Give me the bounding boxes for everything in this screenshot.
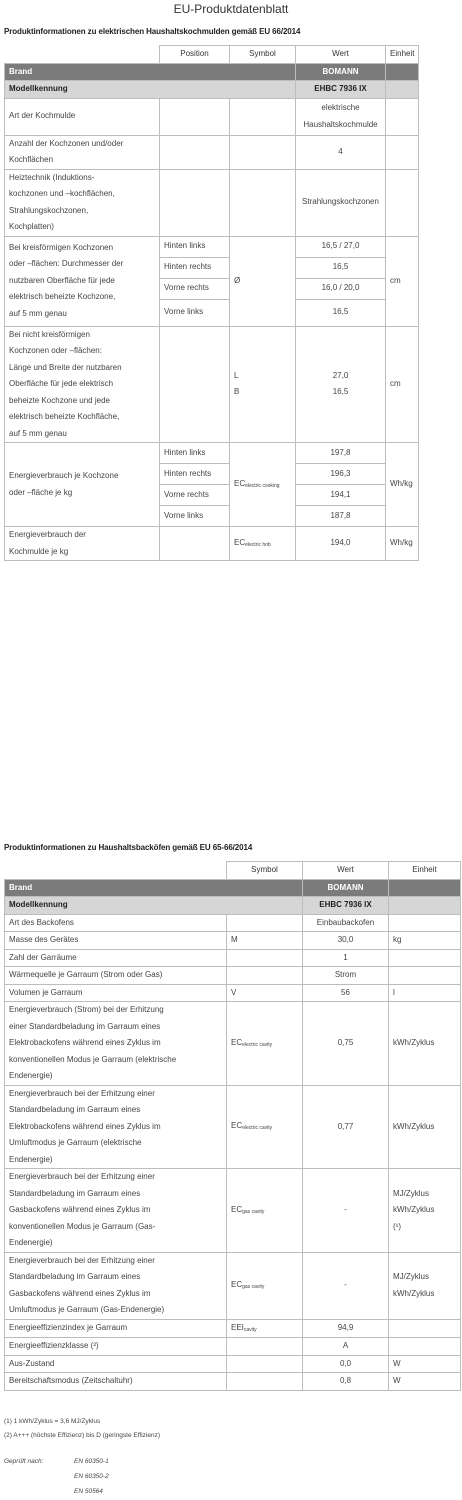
nonround-unit: cm bbox=[386, 326, 419, 443]
row-unit: kg bbox=[389, 932, 461, 950]
off-unit: W bbox=[389, 1355, 461, 1373]
ec3-symbol: $EC_{gas cavity}$ bbox=[227, 1169, 303, 1253]
round-position: Hinten links bbox=[160, 236, 230, 257]
eei-value: 94,9 bbox=[303, 1319, 389, 1338]
col-position: Position bbox=[160, 46, 230, 64]
heat-value: Strahlungskochzonen bbox=[296, 169, 386, 236]
oven-ec3-row bbox=[5, 1169, 461, 1253]
row-symbol bbox=[227, 914, 303, 932]
ec4-symbol: $EC_{gas cavity}$ bbox=[227, 1252, 303, 1319]
ec3-value: - bbox=[303, 1169, 389, 1253]
class-value: A bbox=[303, 1338, 389, 1356]
ec-value: 197,8 bbox=[296, 443, 386, 464]
standard-item: EN 50564 bbox=[74, 1488, 103, 1495]
hob-model-row bbox=[5, 81, 419, 99]
ec3-label: Energieverbrauch bei der Erhitzung einer Standardbeladung im Garraum eines Gasbackofens während eines Zyklus im konventionellen Modus je Garraum (Gas- Endenergie) bbox=[5, 1169, 227, 1253]
ec-label: Energieverbrauch je Kochzone oder –fläche je kg bbox=[5, 443, 160, 527]
row-value: 30,0 bbox=[303, 932, 389, 950]
off-label: Aus-Zustand bbox=[5, 1355, 227, 1373]
oven-model-row bbox=[5, 897, 461, 915]
ec-value: 196,3 bbox=[296, 464, 386, 485]
row-value: 56 bbox=[303, 984, 389, 1002]
row-symbol bbox=[227, 967, 303, 985]
table-row bbox=[5, 949, 461, 967]
heat-label: Heiztechnik (Induktions- kochzonen und –kochflächen, Strahlungskochzonen, Kochplatten) bbox=[5, 169, 160, 236]
round-value: 16,0 / 20,0 bbox=[296, 278, 386, 299]
round-value: 16,5 / 27,0 bbox=[296, 236, 386, 257]
oven-class-row bbox=[5, 1338, 461, 1356]
nonround-label: Bei nicht kreisförmigen Kochzonen oder –flächen: Länge und Breite der nutzbaren Oberfläche für jede elektrisch beheizte Kochzone und jede elektrisch beheizte Kochfläche, auf 5 mm genau bbox=[5, 326, 160, 443]
hob-nonround-row bbox=[5, 326, 419, 443]
ec-position: Hinten links bbox=[160, 443, 230, 464]
oven-header-row bbox=[5, 862, 461, 880]
type-value: elektrische Haushaltskochmulde bbox=[296, 98, 386, 135]
row-value: Einbaubackofen bbox=[303, 914, 389, 932]
ec1-label: Energieverbrauch (Strom) bei der Erhitzung einer Standardbeladung im Garraum eines Elektrobackofens während eines Zyklus im konventionellen Modus je Garraum (elektrische Endenergie) bbox=[5, 1002, 227, 1086]
table-row bbox=[5, 932, 461, 950]
zones-value: 4 bbox=[296, 135, 386, 169]
col-value: Wert bbox=[296, 46, 386, 64]
row-symbol bbox=[227, 949, 303, 967]
ec-position: Hinten rechts bbox=[160, 464, 230, 485]
oven-table bbox=[4, 861, 461, 1391]
row-label: Masse des Gerätes bbox=[5, 932, 227, 950]
model-label: Modellkennung bbox=[5, 81, 296, 99]
round-unit: cm bbox=[386, 236, 419, 326]
row-unit bbox=[389, 967, 461, 985]
row-unit: l bbox=[389, 984, 461, 1002]
row-symbol: M bbox=[227, 932, 303, 950]
standby-value: 0,8 bbox=[303, 1373, 389, 1391]
ec-position: Vorne links bbox=[160, 506, 230, 527]
tested-standards bbox=[4, 1455, 304, 1499]
footnote-1: (1) 1 kWh/Zyklus = 3,6 MJ/Zyklus bbox=[4, 1418, 101, 1425]
brand-label: Brand bbox=[5, 879, 303, 897]
nonround-value: 27,0 16,5 bbox=[296, 326, 386, 443]
brand-value: BOMANN bbox=[303, 879, 389, 897]
round-value: 16,5 bbox=[296, 299, 386, 326]
row-label: Art des Backofens bbox=[5, 914, 227, 932]
hob-brand-row bbox=[5, 63, 419, 81]
hob-table bbox=[4, 45, 419, 561]
hob-total-unit: Wh/kg bbox=[386, 527, 419, 561]
ec2-label: Energieverbrauch bei der Erhitzung einer Standardbeladung im Garraum eines Elektrobackofens während eines Zyklus im Umluftmodus je Garraum (elektrische Endenergie) bbox=[5, 1085, 227, 1169]
class-label: Energieeffizienzklasse (²) bbox=[5, 1338, 227, 1356]
col-unit: Einheit bbox=[386, 46, 419, 64]
ec2-symbol: $EC_{electric cavity}$ bbox=[227, 1085, 303, 1169]
standby-label: Bereitschaftsmodus (Zeitschaltuhr) bbox=[5, 1373, 227, 1391]
table-row bbox=[5, 967, 461, 985]
round-symbol: Ø bbox=[230, 236, 296, 326]
row-value: 1 bbox=[303, 949, 389, 967]
zones-label: Anzahl der Kochzonen und/oder Kochflächen bbox=[5, 135, 160, 169]
row-unit bbox=[389, 949, 461, 967]
oven-ec1-row bbox=[5, 1002, 461, 1086]
ec-position: Vorne rechts bbox=[160, 485, 230, 506]
round-position: Hinten rechts bbox=[160, 257, 230, 278]
ec-symbol: $EC_{electric cooking}$ bbox=[230, 443, 296, 527]
hob-type-row bbox=[5, 98, 419, 135]
tested-label: Geprüft nach: bbox=[4, 1458, 44, 1465]
type-label: Art der Kochmulde bbox=[5, 98, 160, 135]
ec2-unit: kWh/Zyklus bbox=[389, 1085, 461, 1169]
oven-section-heading: Produktinformationen zu Haushaltsbacköfen gemäß EU 65-66/2014 bbox=[4, 843, 253, 852]
table-row bbox=[5, 236, 419, 257]
brand-label: Brand bbox=[5, 63, 296, 81]
hob-total-symbol: $EC_{electric hob}$ bbox=[230, 527, 296, 561]
row-label: Zahl der Garräume bbox=[5, 949, 227, 967]
hob-zones-row bbox=[5, 135, 419, 169]
hob-total-row bbox=[5, 527, 419, 561]
ec4-unit: MJ/Zyklus kWh/Zyklus bbox=[389, 1252, 461, 1319]
table-row bbox=[5, 443, 419, 464]
ec1-value: 0,75 bbox=[303, 1002, 389, 1086]
footnote-2: (2) A+++ (höchste Effizienz) bis D (geringste Effizienz) bbox=[4, 1432, 161, 1439]
eei-symbol: $EEI_{cavity}$ bbox=[227, 1319, 303, 1338]
table-row bbox=[5, 984, 461, 1002]
row-value: Strom bbox=[303, 967, 389, 985]
ec1-unit: kWh/Zyklus bbox=[389, 1002, 461, 1086]
ec-value: 187,8 bbox=[296, 506, 386, 527]
model-value: EHBC 7936 IX bbox=[303, 897, 389, 915]
oven-ec4-row bbox=[5, 1252, 461, 1319]
col-value: Wert bbox=[303, 862, 389, 880]
standard-item: EN 60350-2 bbox=[74, 1473, 109, 1480]
row-symbol: V bbox=[227, 984, 303, 1002]
hob-total-label: Energieverbrauch der Kochmulde je kg bbox=[5, 527, 160, 561]
footnotes bbox=[4, 1417, 160, 1441]
row-label: Volumen je Garraum bbox=[5, 984, 227, 1002]
row-unit bbox=[389, 914, 461, 932]
oven-standby-row bbox=[5, 1373, 461, 1391]
hob-header-row bbox=[5, 46, 419, 64]
ec-unit: Wh/kg bbox=[386, 443, 419, 527]
ec1-symbol: $EC_{electric cavity}$ bbox=[227, 1002, 303, 1086]
hob-section-heading: Produktinformationen zu elektrischen Haushaltskochmulden gemäß EU 66/2014 bbox=[4, 27, 301, 36]
round-position: Vorne links bbox=[160, 299, 230, 326]
table-row bbox=[5, 914, 461, 932]
col-symbol: Symbol bbox=[227, 862, 303, 880]
round-position: Vorne rechts bbox=[160, 278, 230, 299]
col-unit: Einheit bbox=[389, 862, 461, 880]
ec2-value: 0,77 bbox=[303, 1085, 389, 1169]
oven-eei-row bbox=[5, 1319, 461, 1338]
oven-off-row bbox=[5, 1355, 461, 1373]
standard-item: EN 60350-1 bbox=[74, 1458, 109, 1465]
model-label: Modellkennung bbox=[5, 897, 303, 915]
brand-value: BOMANN bbox=[296, 63, 386, 81]
round-value: 16,5 bbox=[296, 257, 386, 278]
ec4-value: - bbox=[303, 1252, 389, 1319]
model-value: EHBC 7936 IX bbox=[296, 81, 386, 99]
nonround-symbol: L B bbox=[230, 326, 296, 443]
off-value: 0,0 bbox=[303, 1355, 389, 1373]
oven-ec2-row bbox=[5, 1085, 461, 1169]
oven-brand-row bbox=[5, 879, 461, 897]
hob-total-value: 194,0 bbox=[296, 527, 386, 561]
row-label: Wärmequelle je Garraum (Strom oder Gas) bbox=[5, 967, 227, 985]
round-label: Bei kreisförmigen Kochzonen oder –flächen: Durchmesser der nutzbaren Oberfläche für jede elektrisch beheizte Kochzone, auf 5 mm genau bbox=[5, 236, 160, 326]
standby-unit: W bbox=[389, 1373, 461, 1391]
page-title: EU-Produktdatenblatt bbox=[173, 2, 289, 16]
ec-value: 194,1 bbox=[296, 485, 386, 506]
ec4-label: Energieverbrauch bei der Erhitzung einer Standardbeladung im Garraum eines Gasbackofens während eines Zyklus im Umluftmodus je Garraum (Gas-Endenergie) bbox=[5, 1252, 227, 1319]
col-symbol: Symbol bbox=[230, 46, 296, 64]
hob-heat-row bbox=[5, 169, 419, 236]
ec3-unit: MJ/Zyklus kWh/Zyklus (¹) bbox=[389, 1169, 461, 1253]
eei-label: Energieeffizienzindex je Garraum bbox=[5, 1319, 227, 1338]
